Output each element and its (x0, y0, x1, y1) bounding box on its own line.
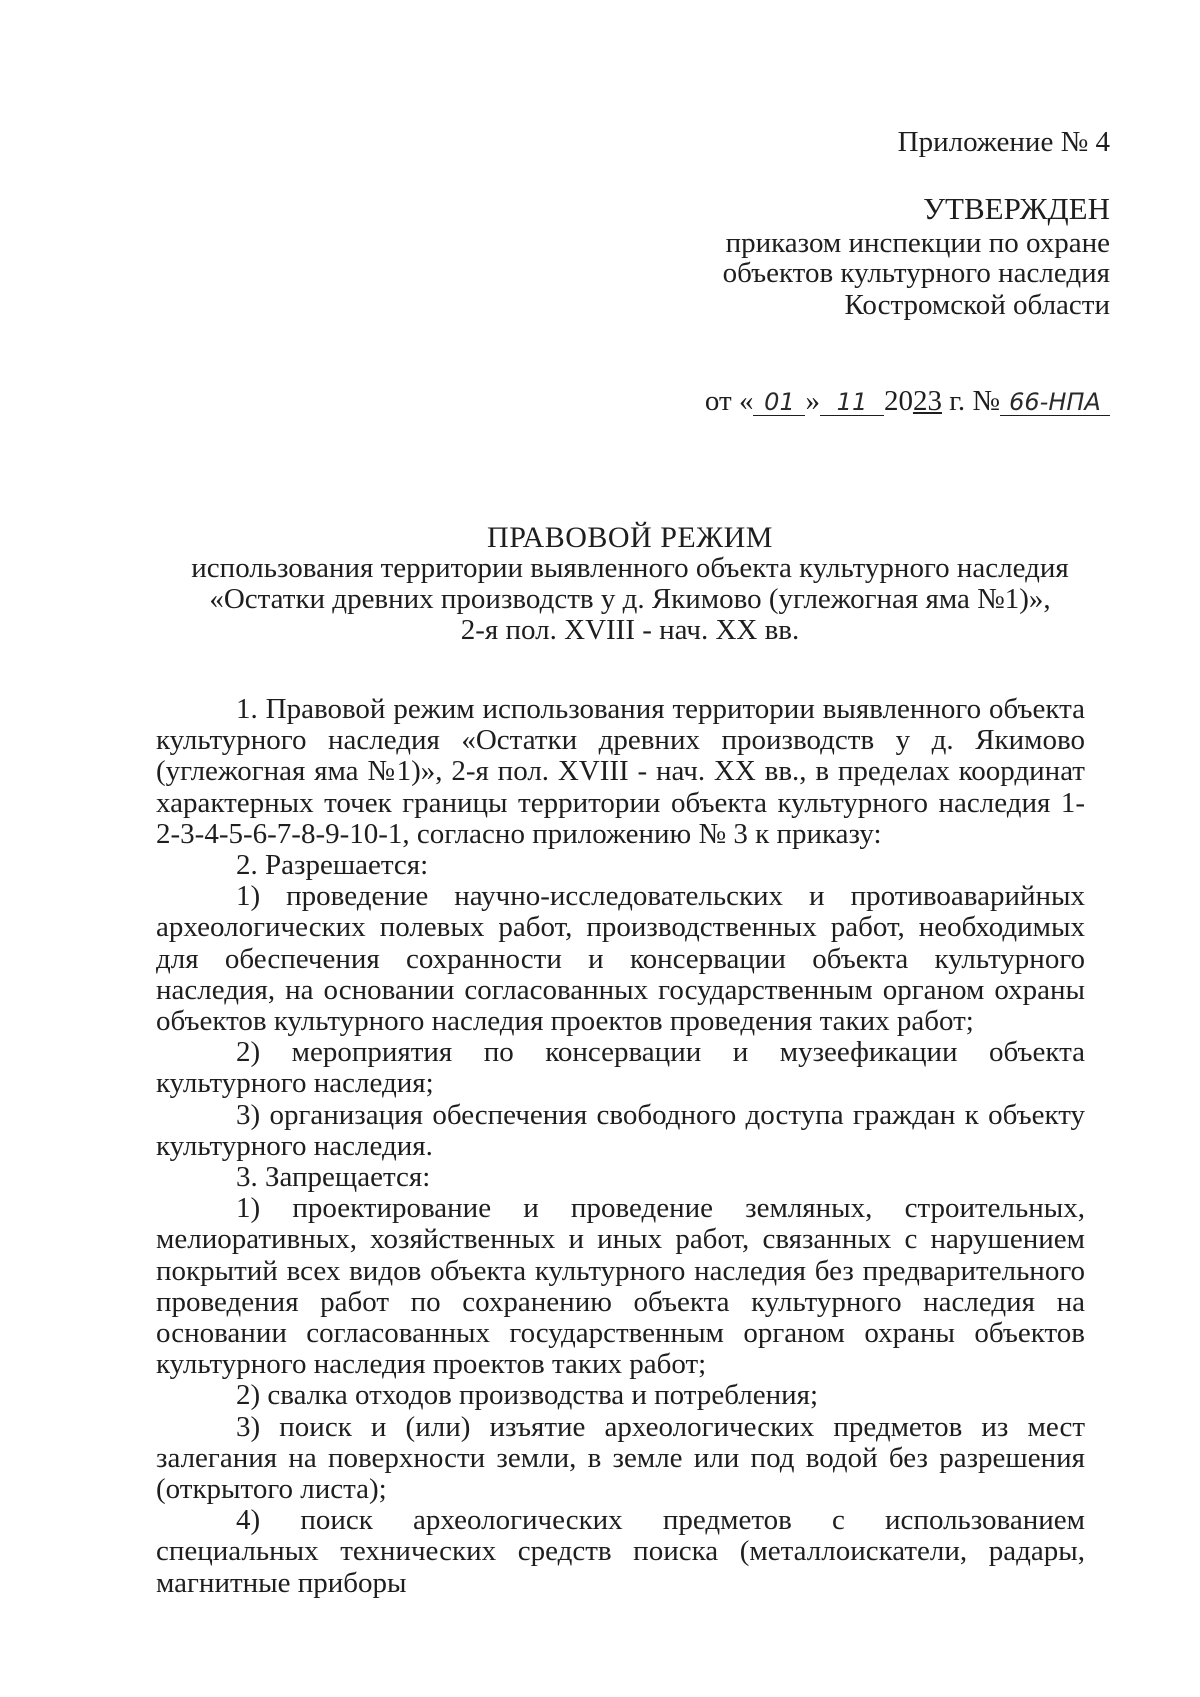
paragraph-2-item-2: 2) мероприятия по консервации и музеефикации объекта культурного наследия; (156, 1036, 1085, 1100)
handwritten-month: 11 (820, 389, 884, 416)
approved-by-line-3: Костромской области (844, 289, 1110, 321)
handwritten-order-number: 66-НПА (1000, 389, 1110, 416)
title-line-3: «Остатки древних производств у д. Якимово (углежогная яма №1)», (209, 583, 1051, 615)
approved-by-line-2: объектов культурного наследия (722, 257, 1110, 289)
approved-by-line-1: приказом инспекции по охране (725, 227, 1110, 259)
order-date-line (705, 384, 1110, 418)
paragraph-2-item-1: 1) проведение научно-исследовательских и противоаварийных археологических полевых работ, производственных работ, необходимых для обеспечения сохранности и консервации объекта культурного наследия, на основании согласованных государственным органом охраны объектов культурного наследия проектов проведения таких работ; (156, 880, 1085, 1038)
date-mid: » (805, 385, 820, 417)
paragraph-1: 1. Правовой режим использования территории выявленного объекта культурного наследия «Остатки древних производств у д. Якимово (углежогная яма №1)», 2-я пол. XVIII - нач. XX вв., в пределах координат характерных точек границы территории объекта культурного наследия 1-2-3-4-5-6-7-8-9-10-1, согласно приложению № 3 к приказу: (156, 693, 1085, 850)
date-suffix: г. № (941, 385, 1000, 417)
paragraph-2-heading: 2. Разрешается: (236, 849, 429, 882)
title-line-2: использования территории выявленного объекта культурного наследия (191, 552, 1069, 584)
paragraph-2-item-3: 3) организация обеспечения свободного доступа граждан к объекту культурного наследия. (156, 1098, 1085, 1162)
handwritten-day: 01 (753, 389, 805, 416)
approved-heading: УТВЕРЖДЕН (923, 191, 1110, 226)
title-line-4: 2-я пол. XVIII - нач. XX вв. (460, 614, 800, 646)
document-title (150, 522, 1110, 646)
document-body (156, 694, 1085, 1599)
title-main: ПРАВОВОЙ РЕЖИМ (487, 521, 773, 554)
paragraph-3-item-4: 4) поиск археологических предметов с использованием специальных технических средств поиска (металлоискатели, радары, магнитные приборы (156, 1504, 1085, 1599)
date-prefix: от « (704, 385, 754, 417)
appendix-label: Приложение № 4 (897, 126, 1110, 158)
date-year-a: 20 (883, 385, 913, 417)
paragraph-3-item-2: 2) свалка отходов производства и потребления; (236, 1379, 819, 1412)
paragraph-3-item-3: 3) поиск и (или) изъятие археологических предметов из мест залегания на поверхности земли, в земле или под водой без разрешения (открытого листа); (156, 1410, 1085, 1506)
paragraph-3-heading: 3. Запрещается: (236, 1161, 431, 1194)
paragraph-3-item-1: 1) проектирование и проведение земляных, строительных, мелиоративных, хозяйственных и иных работ, связанных с нарушением покрытий всех видов объекта культурного наследия без предварительного проведения работ по сохранению объекта культурного наследия на основании согласованных государственным органом охраны объектов культурного наследия проектов таких работ; (156, 1192, 1085, 1381)
date-year-b: 23 (912, 385, 942, 417)
